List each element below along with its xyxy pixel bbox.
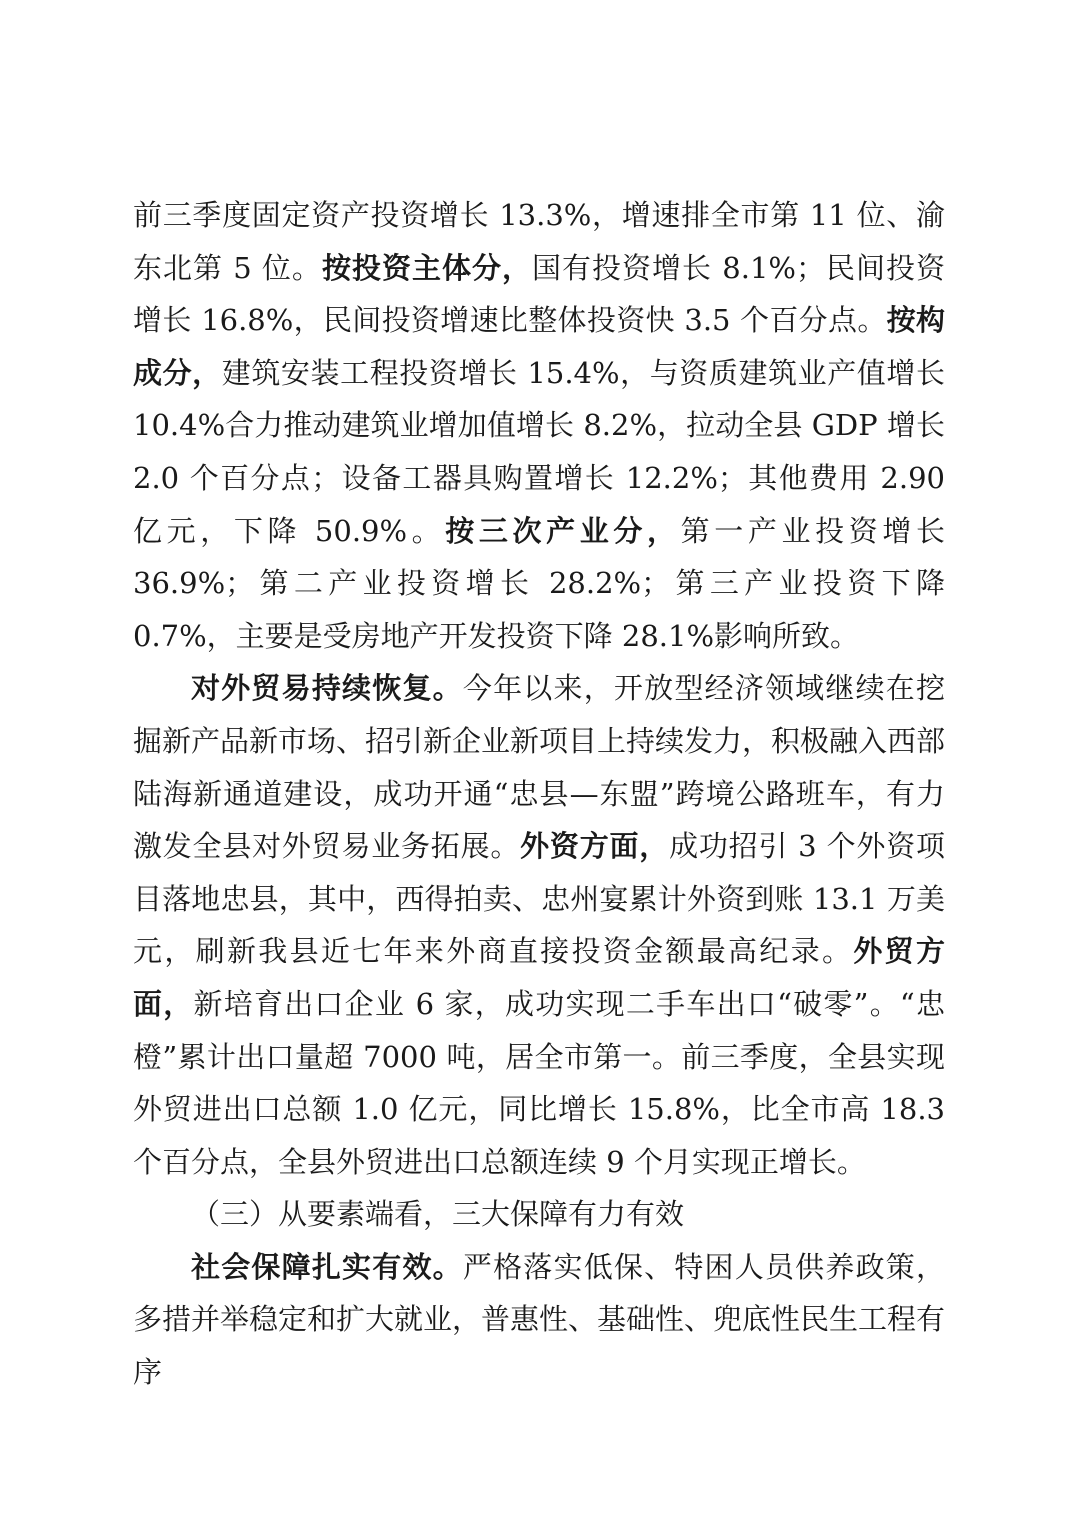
paragraph-foreign-trade <box>133 662 945 1188</box>
text-segment: 前三季度固定资产投资增长 13.3%，增速排全市第 11 位、渝东北第 5 位。 <box>133 198 945 285</box>
text-segment: 建筑安装工程投资增长 15.4%，与资质建筑业产值增长 10.4%合力推动建筑业增加值增长 8.2%，拉动全县 GDP 增长 2.0 个百分点；设备工器具购置增长 12.2%；其他费用 2.90 亿元，下降 50.9%。 <box>133 355 945 548</box>
bold-lead-by-industry: 按三次产业分， <box>445 513 681 548</box>
bold-lead-by-investor: 按投资主体分， <box>321 250 533 285</box>
text-segment: 国有投资增长 8.1%；民间投资增长 16.8%，民间投资增速比整体投资快 3.5 个百分点。 <box>133 250 945 338</box>
bold-lead-foreign-trade: 对外贸易持续恢复。 <box>191 671 463 706</box>
text-segment: 新培育出口企业 6 家，成功实现二手车出口“破零”。“忠橙”累计出口量超 7000 吨，居全市第一。前三季度，全县实现外贸进出口总额 1.0 亿元，同比增长 15.8%，比全市高 18.3 个百分点，全县外贸进出口总额连续 9 个月实现正增长。 <box>133 986 945 1179</box>
text-segment: 成功招引 3 个外资项目落地忠县，其中，西得拍卖、忠州宴累计外资到账 13.1 万美元，刷新我县近七年来外商直接投资金额最高纪录。 <box>133 829 945 969</box>
document-body <box>133 189 945 1399</box>
text-segment: 今年以来，开放型经济领域继续在挖掘新产品新市场、招引新企业新项目上持续发力，积极融入西部陆海新通道建设，成功开通“忠县—东盟”跨境公路班车，有力激发全县对外贸易业务拓展。 <box>133 671 946 864</box>
paragraph-social-security <box>133 1241 945 1399</box>
bold-lead-foreign-capital: 外资方面， <box>520 829 670 864</box>
bold-lead-social-security: 社会保障扎实有效。 <box>191 1249 463 1284</box>
section-subheading <box>133 1188 945 1241</box>
bold-lead-by-composition: 按构成分， <box>133 303 945 390</box>
text-segment: 第一产业投资增长 36.9%；第二产业投资增长 28.2%；第三产业投资下降 0.7%，主要是受房地产开发投资下降 28.1%影响所致。 <box>133 513 945 653</box>
bold-lead-trade: 外贸方面， <box>133 934 945 1021</box>
paragraph-investment <box>133 189 945 662</box>
text-segment: 严格落实低保、特困人员供养政策，多措并举稳定和扩大就业，普惠性、基础性、兜底性民生工程有序 <box>133 1249 946 1390</box>
subheading-text: （三）从要素端看，三大保障有力有效 <box>191 1197 685 1232</box>
